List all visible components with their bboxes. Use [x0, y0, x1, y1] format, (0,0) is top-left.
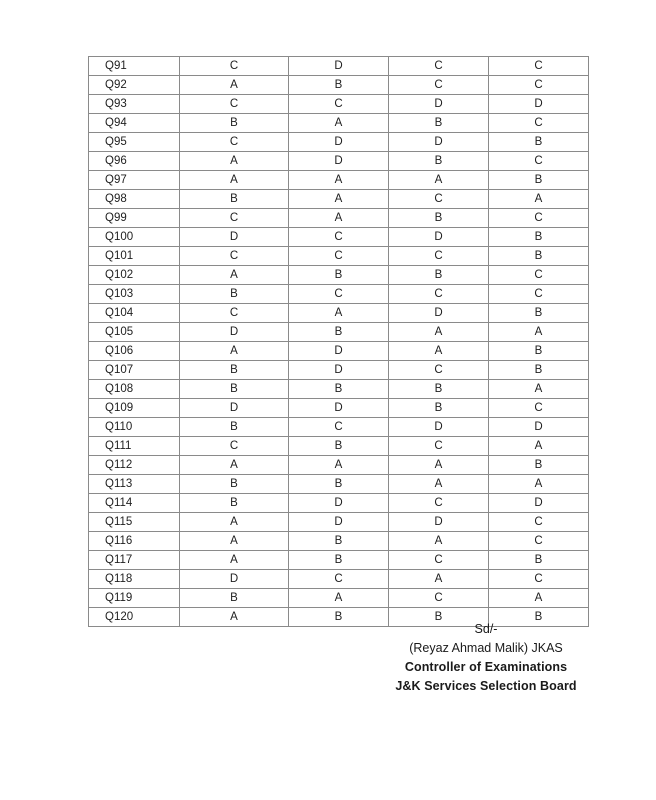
table-row	[89, 114, 589, 133]
table-row	[89, 76, 589, 95]
answer-cell: B	[489, 228, 589, 247]
answer-cell: B	[180, 285, 289, 304]
question-number-cell: Q113	[89, 475, 180, 494]
answer-cell: A	[389, 532, 489, 551]
answer-cell: B	[289, 323, 389, 342]
table-row	[89, 399, 589, 418]
question-number-cell: Q103	[89, 285, 180, 304]
question-number-cell: Q118	[89, 570, 180, 589]
answer-cell: B	[180, 418, 289, 437]
answer-cell: B	[389, 399, 489, 418]
question-number-cell: Q102	[89, 266, 180, 285]
answer-cell: A	[180, 456, 289, 475]
answer-cell: B	[489, 171, 589, 190]
answer-cell: D	[289, 152, 389, 171]
answer-cell: B	[489, 342, 589, 361]
question-number-cell: Q99	[89, 209, 180, 228]
question-number-cell: Q109	[89, 399, 180, 418]
answer-cell: C	[389, 76, 489, 95]
answer-cell: A	[489, 380, 589, 399]
answer-cell: A	[180, 608, 289, 627]
answer-cell: A	[389, 570, 489, 589]
answer-cell: C	[389, 285, 489, 304]
answer-cell: C	[389, 247, 489, 266]
table-row	[89, 323, 589, 342]
answer-cell: C	[289, 247, 389, 266]
answer-cell: D	[289, 513, 389, 532]
table-row	[89, 532, 589, 551]
question-number-cell: Q120	[89, 608, 180, 627]
question-number-cell: Q97	[89, 171, 180, 190]
answer-cell: A	[180, 532, 289, 551]
answer-key-table	[88, 56, 589, 627]
answer-cell: D	[289, 342, 389, 361]
table-row	[89, 247, 589, 266]
table-row	[89, 228, 589, 247]
answer-cell: B	[489, 133, 589, 152]
answer-cell: B	[489, 551, 589, 570]
answer-cell: C	[389, 551, 489, 570]
answer-cell: B	[289, 76, 389, 95]
question-number-cell: Q107	[89, 361, 180, 380]
answer-cell: C	[389, 437, 489, 456]
answer-cell: C	[180, 437, 289, 456]
answer-cell: C	[389, 361, 489, 380]
question-number-cell: Q94	[89, 114, 180, 133]
answer-cell: A	[180, 266, 289, 285]
answer-cell: C	[289, 95, 389, 114]
answer-cell: A	[180, 171, 289, 190]
answer-cell: A	[389, 323, 489, 342]
table-row	[89, 456, 589, 475]
question-number-cell: Q119	[89, 589, 180, 608]
answer-cell: A	[489, 475, 589, 494]
answer-cell: D	[489, 494, 589, 513]
answer-cell: C	[180, 304, 289, 323]
answer-cell: A	[289, 209, 389, 228]
answer-cell: B	[180, 361, 289, 380]
question-number-cell: Q110	[89, 418, 180, 437]
answer-cell: A	[180, 152, 289, 171]
answer-cell: B	[389, 608, 489, 627]
signature-line: Sd/-	[474, 622, 498, 636]
answer-cell: B	[489, 247, 589, 266]
answer-cell: B	[489, 304, 589, 323]
answer-cell: B	[489, 361, 589, 380]
answer-cell: D	[289, 133, 389, 152]
table-row	[89, 361, 589, 380]
question-number-cell: Q108	[89, 380, 180, 399]
answer-cell: A	[289, 589, 389, 608]
answer-key-table-body	[89, 57, 589, 627]
answer-cell: D	[289, 57, 389, 76]
table-row	[89, 551, 589, 570]
answer-cell: B	[180, 114, 289, 133]
table-row	[89, 171, 589, 190]
answer-cell: C	[489, 399, 589, 418]
answer-cell: A	[389, 342, 489, 361]
answer-cell: A	[489, 437, 589, 456]
question-number-cell: Q98	[89, 190, 180, 209]
answer-cell: B	[289, 380, 389, 399]
answer-cell: A	[180, 76, 289, 95]
answer-cell: C	[489, 285, 589, 304]
answer-cell: B	[289, 532, 389, 551]
table-row	[89, 437, 589, 456]
answer-cell: D	[389, 304, 489, 323]
answer-cell: D	[389, 418, 489, 437]
answer-cell: C	[289, 570, 389, 589]
answer-cell: C	[389, 57, 489, 76]
answer-cell: B	[180, 475, 289, 494]
answer-cell: A	[289, 171, 389, 190]
answer-cell: B	[289, 608, 389, 627]
question-number-cell: Q114	[89, 494, 180, 513]
answer-cell: A	[289, 304, 389, 323]
answer-cell: C	[389, 589, 489, 608]
question-number-cell: Q115	[89, 513, 180, 532]
question-number-cell: Q105	[89, 323, 180, 342]
table-row	[89, 57, 589, 76]
answer-cell: A	[180, 513, 289, 532]
answer-cell: B	[289, 551, 389, 570]
answer-cell: A	[389, 171, 489, 190]
table-row	[89, 342, 589, 361]
answer-cell: C	[489, 513, 589, 532]
answer-cell: D	[180, 399, 289, 418]
answer-cell: B	[389, 114, 489, 133]
question-number-cell: Q111	[89, 437, 180, 456]
table-row	[89, 95, 589, 114]
answer-cell: D	[389, 513, 489, 532]
answer-cell: A	[289, 114, 389, 133]
answer-cell: A	[289, 190, 389, 209]
answer-cell: C	[489, 570, 589, 589]
question-number-cell: Q95	[89, 133, 180, 152]
table-row	[89, 418, 589, 437]
question-number-cell: Q92	[89, 76, 180, 95]
table-row	[89, 380, 589, 399]
answer-cell: A	[489, 589, 589, 608]
answer-cell: B	[389, 152, 489, 171]
answer-cell: C	[180, 133, 289, 152]
table-row	[89, 475, 589, 494]
question-number-cell: Q116	[89, 532, 180, 551]
answer-cell: C	[180, 57, 289, 76]
answer-cell: C	[489, 76, 589, 95]
question-number-cell: Q93	[89, 95, 180, 114]
table-row	[89, 209, 589, 228]
answer-cell: C	[180, 95, 289, 114]
answer-cell: B	[489, 456, 589, 475]
answer-cell: B	[180, 380, 289, 399]
answer-cell: D	[289, 399, 389, 418]
answer-cell: C	[489, 57, 589, 76]
table-row	[89, 285, 589, 304]
answer-cell: D	[489, 95, 589, 114]
table-row	[89, 513, 589, 532]
answer-cell: B	[389, 209, 489, 228]
answer-cell: D	[389, 228, 489, 247]
answer-cell: C	[389, 190, 489, 209]
table-row	[89, 570, 589, 589]
question-number-cell: Q91	[89, 57, 180, 76]
answer-cell: D	[389, 133, 489, 152]
answer-cell: B	[389, 266, 489, 285]
answer-cell: C	[289, 228, 389, 247]
answer-cell: A	[389, 456, 489, 475]
answer-cell: D	[180, 228, 289, 247]
answer-cell: C	[489, 532, 589, 551]
answer-cell: D	[389, 95, 489, 114]
answer-cell: D	[180, 570, 289, 589]
question-number-cell: Q101	[89, 247, 180, 266]
answer-cell: B	[180, 494, 289, 513]
answer-cell: D	[489, 418, 589, 437]
question-number-cell: Q104	[89, 304, 180, 323]
table-row	[89, 190, 589, 209]
answer-cell: B	[489, 608, 589, 627]
answer-cell: B	[180, 190, 289, 209]
signature-line: Controller of Examinations	[404, 660, 568, 674]
answer-cell: C	[489, 266, 589, 285]
answer-cell: B	[180, 589, 289, 608]
answer-cell: C	[180, 209, 289, 228]
answer-cell: C	[289, 285, 389, 304]
answer-cell: D	[289, 494, 389, 513]
table-row	[89, 494, 589, 513]
answer-cell: A	[180, 342, 289, 361]
answer-cell: C	[489, 152, 589, 171]
answer-cell: B	[289, 266, 389, 285]
answer-cell: B	[389, 380, 489, 399]
signature-line: (Reyaz Ahmad Malik) JKAS	[409, 641, 563, 655]
answer-cell: A	[289, 456, 389, 475]
answer-cell: C	[389, 494, 489, 513]
table-row	[89, 133, 589, 152]
answer-cell: C	[489, 114, 589, 133]
question-number-cell: Q96	[89, 152, 180, 171]
table-row	[89, 152, 589, 171]
question-number-cell: Q106	[89, 342, 180, 361]
answer-cell: A	[180, 551, 289, 570]
answer-cell: C	[289, 418, 389, 437]
answer-cell: B	[289, 475, 389, 494]
answer-cell: C	[489, 209, 589, 228]
signature-line: J&K Services Selection Board	[395, 679, 577, 693]
table-row	[89, 304, 589, 323]
question-number-cell: Q100	[89, 228, 180, 247]
question-number-cell: Q117	[89, 551, 180, 570]
table-row	[89, 266, 589, 285]
answer-cell: A	[389, 475, 489, 494]
question-number-cell: Q112	[89, 456, 180, 475]
answer-cell: C	[180, 247, 289, 266]
answer-cell: B	[289, 437, 389, 456]
table-row	[89, 589, 589, 608]
answer-cell: D	[289, 361, 389, 380]
answer-cell: A	[489, 323, 589, 342]
signature-block	[236, 620, 656, 696]
answer-cell: D	[180, 323, 289, 342]
answer-cell: A	[489, 190, 589, 209]
